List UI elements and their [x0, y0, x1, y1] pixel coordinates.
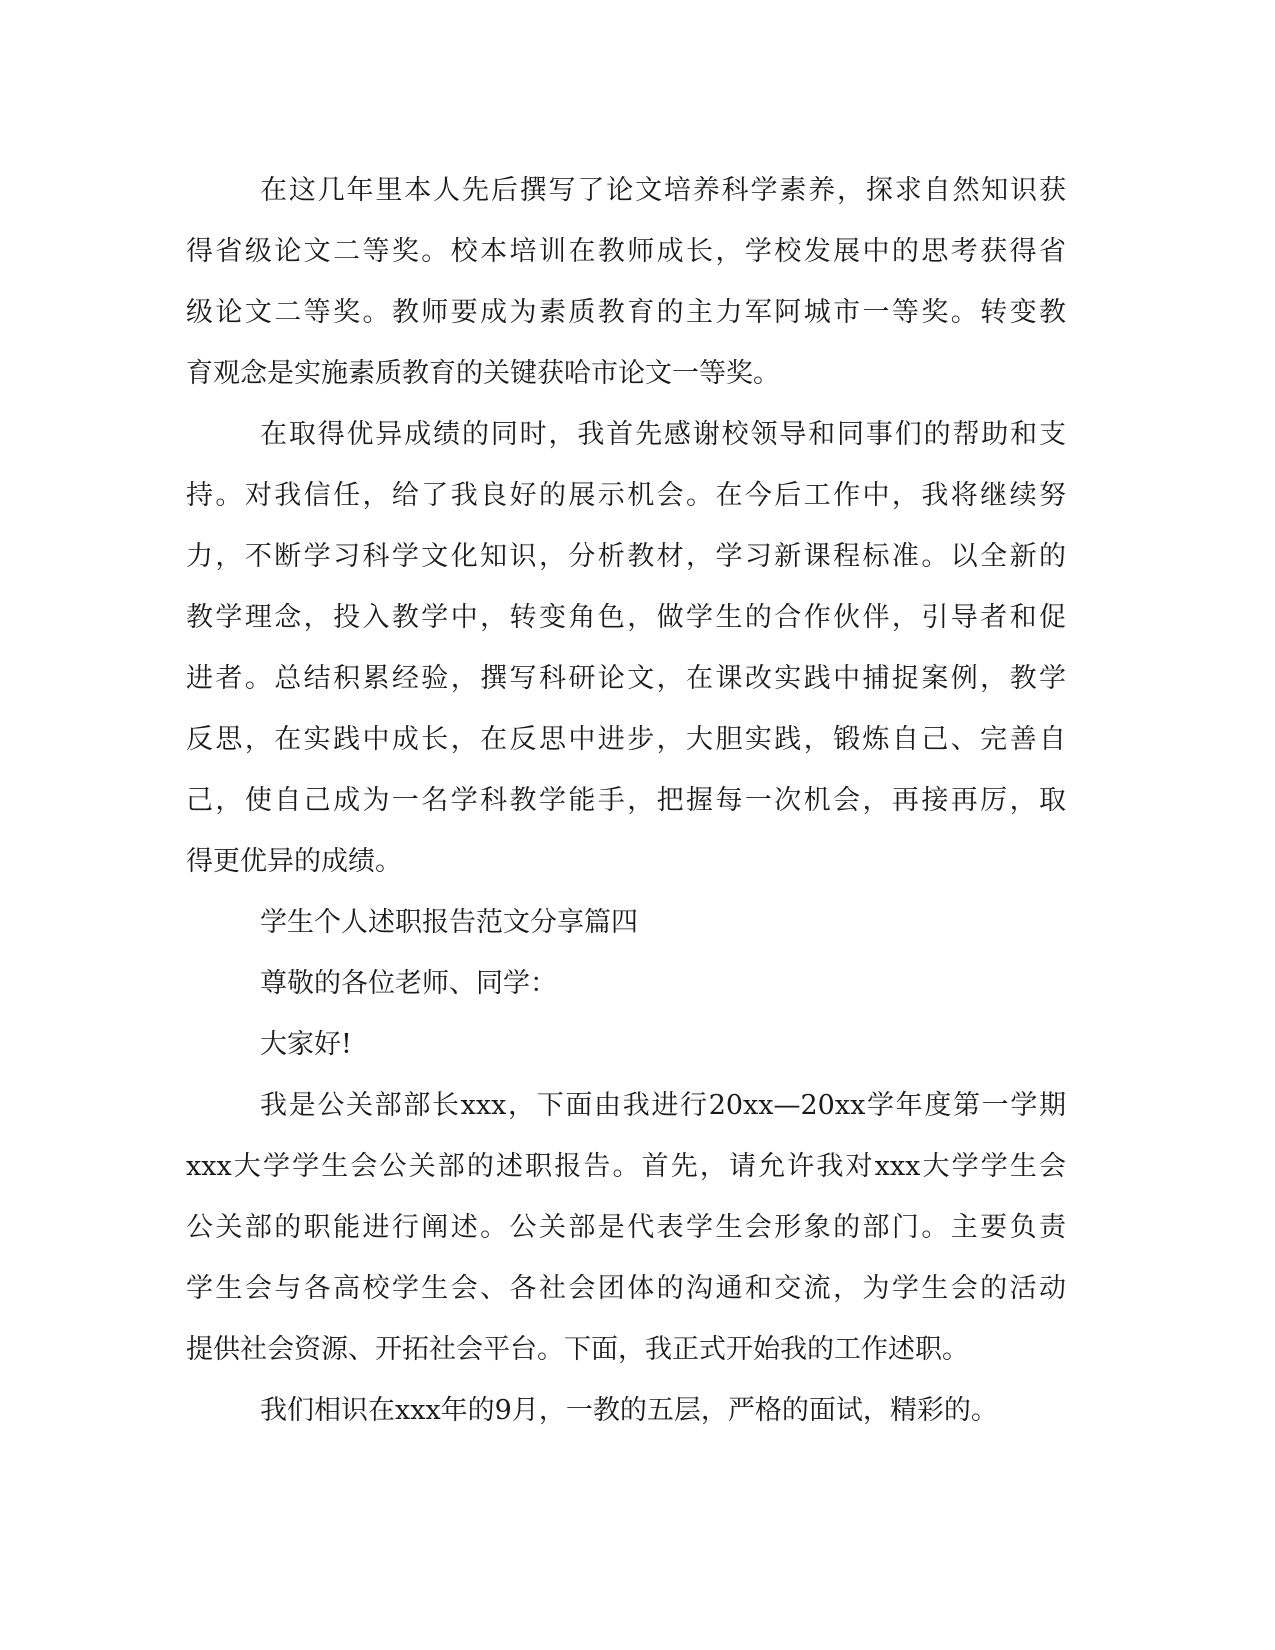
- document-body: [186, 160, 1066, 1441]
- text-line: 持。对我信任，给了我良好的展示机会。在今后工作中，我将继续努: [186, 480, 1066, 511]
- text-line: 公关部的职能进行阐述。公关部是代表学生会形象的部门。主要负责: [186, 1212, 1066, 1243]
- text-line: 在取得优异成绩的同时，我首先感谢校领导和同事们的帮助和支: [260, 419, 1066, 450]
- text-line: xxx大学学生会公关部的述职报告。首先，请允许我对xxx大学学生会: [186, 1151, 1066, 1182]
- text-line: 级论文二等奖。教师要成为素质教育的主力军阿城市一等奖。转变教: [186, 297, 1066, 328]
- paragraph-awards: [186, 160, 1066, 404]
- text-line: 教学理念，投入教学中，转变角色，做学生的合作伙伴，引导者和促: [186, 602, 1066, 633]
- text-line: 提供社会资源、开拓社会平台。下面，我正式开始我的工作述职。: [186, 1334, 969, 1365]
- text-line: 得更优异的成绩。: [186, 846, 402, 877]
- paragraph-thanks: [186, 404, 1066, 892]
- section-heading: 学生个人述职报告范文分享篇四: [260, 907, 638, 938]
- text-line: 得省级论文二等奖。校本培训在教师成长，学校发展中的思考获得省: [186, 236, 1066, 267]
- text-line: 我是公关部部长xxx，下面由我进行20xx—20xx学年度第一学期: [260, 1090, 1066, 1121]
- text-line: 育观念是实施素质教育的关键获哈市论文一等奖。: [186, 358, 780, 389]
- text-line: 反思，在实践中成长，在反思中进步，大胆实践，锻炼自己、完善自: [186, 724, 1066, 755]
- text-line: 学生会与各高校学生会、各社会团体的沟通和交流，为学生会的活动: [186, 1273, 1066, 1304]
- salutation: 尊敬的各位老师、同学：: [260, 968, 557, 999]
- greeting: 大家好!: [260, 1029, 352, 1060]
- text-line: 在这几年里本人先后撰写了论文培养科学素养，探求自然知识获: [260, 175, 1066, 206]
- paragraph-closing-line: 我们相识在xxx年的9月，一教的五层，严格的面试，精彩的。: [260, 1395, 998, 1426]
- text-line: 力，不断学习科学文化知识，分析教材，学习新课程标准。以全新的: [186, 541, 1066, 572]
- paragraph-introduction: [186, 1075, 1066, 1380]
- text-line: 进者。总结积累经验，撰写科研论文，在课改实践中捕捉案例，教学: [186, 663, 1066, 694]
- text-line: 己，使自己成为一名学科教学能手，把握每一次机会，再接再厉，取: [186, 785, 1066, 816]
